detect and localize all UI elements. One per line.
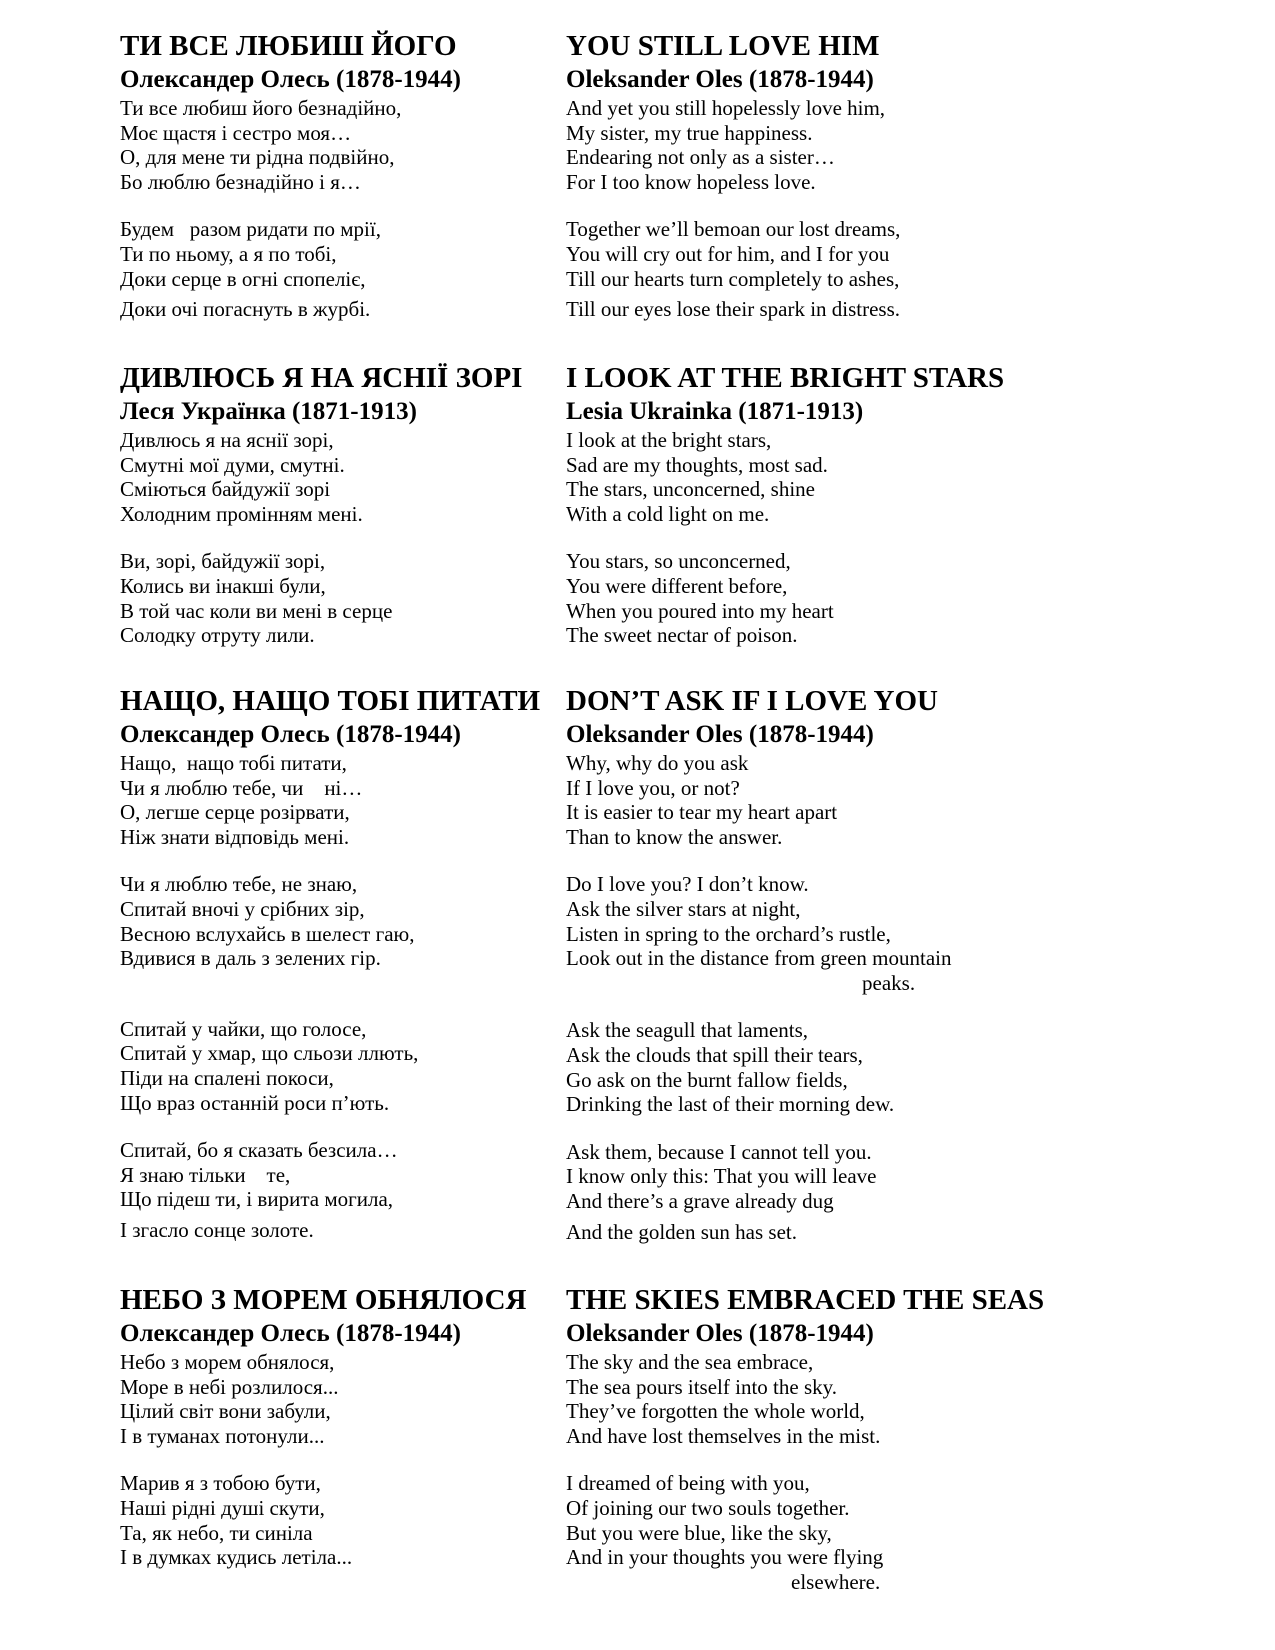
- stanza: [566, 1350, 1046, 1448]
- poem-title: НАЩО, НАЩО ТОБІ ПИТАТИ: [120, 685, 541, 717]
- stanza: [566, 1140, 1046, 1244]
- stanza: [566, 1018, 1046, 1116]
- verse-line: Чи я люблю тебе, чи ні…: [120, 775, 363, 800]
- stanza: [566, 751, 1046, 849]
- verse-line: I know only this: That you will leave: [566, 1164, 877, 1189]
- verse-line: But you were blue, like the sky,: [566, 1520, 832, 1545]
- verse-line-continuation: elsewhere.: [791, 1569, 881, 1594]
- verse-line: Ask the clouds that spill their tears,: [566, 1042, 863, 1067]
- verse-line: You will cry out for him, and I for you: [566, 241, 890, 266]
- verse-line: Listen in spring to the orchard’s rustle,: [566, 921, 891, 946]
- verse-line: Ask the silver stars at night,: [566, 896, 801, 921]
- verse-line: Будем разом ридати по мрії,: [120, 217, 381, 242]
- verse-line: Ask the seagull that laments,: [566, 1018, 809, 1043]
- verse-line: І згасло сонце золоте.: [120, 1217, 314, 1242]
- verse-line: Моє щастя і сестро моя…: [120, 120, 352, 145]
- verse-line: I dreamed of being with you,: [566, 1471, 810, 1496]
- verse-line: And have lost themselves in the mist.: [566, 1423, 881, 1448]
- verse-line: Солодку отруту лили.: [120, 623, 315, 648]
- verse-line: І в туманах потонули...: [120, 1423, 325, 1448]
- poem-title: YOU STILL LOVE HIM: [566, 30, 880, 62]
- verse-line: Бо люблю безнадійно і я…: [120, 169, 361, 194]
- verse-line: Колись ви інакші були,: [120, 573, 326, 598]
- verse-line: For I too know hopeless love.: [566, 169, 816, 194]
- verse-line: When you poured into my heart: [566, 598, 834, 623]
- poem-english-2: [566, 360, 1046, 671]
- verse-line: Why, why do you ask: [566, 751, 749, 775]
- verse-line: Спитай у хмар, що сльози ллють,: [120, 1041, 419, 1066]
- stanza: [120, 872, 560, 970]
- poem-ukrainian-4: [120, 1282, 560, 1593]
- verse-line: Весною вслухайсь в шелест гаю,: [120, 921, 415, 946]
- verse-line: Цілий світ вони забули,: [120, 1399, 331, 1424]
- poem-author: Олександер Олесь (1878-1944): [120, 721, 461, 748]
- verse-line: The sky and the sea embrace,: [566, 1350, 814, 1374]
- poem-author: Oleksander Oles (1878-1944): [566, 1320, 874, 1347]
- verse-line: Що враз останній роси п’ють.: [120, 1090, 390, 1115]
- verse-line: О, легше серце розірвати,: [120, 800, 350, 825]
- verse-line: Доки серце в огні спопеліє,: [120, 266, 366, 291]
- poem-title: ТИ ВСЕ ЛЮБИШ ЙОГО: [120, 30, 457, 62]
- poem-author: Oleksander Oles (1878-1944): [566, 66, 874, 93]
- poem-title: ДИВЛЮСЬ Я НА ЯСНІЇ ЗОРІ: [120, 362, 523, 394]
- poem-ukrainian-1: [120, 28, 560, 345]
- poem-title: THE SKIES EMBRACED THE SEAS: [566, 1284, 1045, 1316]
- verse-line: І в думках кудись летіла...: [120, 1545, 353, 1570]
- verse-line: The stars, unconcerned, shine: [566, 477, 815, 502]
- poem-english-4: [566, 1282, 1046, 1617]
- verse-line: Go ask on the burnt fallow fields,: [566, 1067, 848, 1092]
- verse-line: Look out in the distance from green mountain: [566, 946, 952, 971]
- verse-line: And there’s a grave already dug: [566, 1188, 834, 1213]
- verse-line: Смутні мої думи, смутні.: [120, 452, 345, 477]
- verse-line: You stars, so unconcerned,: [566, 549, 791, 574]
- verse-line: Than to know the answer.: [566, 824, 783, 849]
- poem-author: Олександер Олесь (1878-1944): [120, 66, 461, 93]
- verse-line: It is easier to tear my heart apart: [566, 800, 838, 825]
- verse-line: Till our hearts turn completely to ashes,: [566, 266, 900, 291]
- poem-title: DON’T ASK IF I LOVE YOU: [566, 685, 938, 717]
- verse-line: Вдивися в даль з зелених гір.: [120, 946, 381, 971]
- stanza: [566, 1471, 1046, 1594]
- verse-line: Endearing not only as a sister…: [566, 145, 835, 170]
- verse-line: Та, як небо, ти синіла: [120, 1520, 313, 1545]
- verse-line: В той час коли ви мені в серце: [120, 598, 393, 623]
- verse-line: Дивлюсь я на яснії зорі,: [120, 428, 334, 452]
- verse-line: The sea pours itself into the sky.: [566, 1374, 838, 1399]
- stanza: [120, 549, 560, 647]
- verse-line: Do I love you? I don’t know.: [566, 872, 809, 897]
- stanza: [120, 96, 560, 194]
- stanza: [120, 1471, 560, 1569]
- poem-title: I LOOK AT THE BRIGHT STARS: [566, 362, 1005, 394]
- stanza: [120, 1017, 560, 1115]
- verse-line: Небо з морем обнялося,: [120, 1350, 335, 1374]
- verse-line: With a cold light on me.: [566, 501, 770, 526]
- stanza: [566, 872, 1046, 995]
- stanza: [566, 217, 1046, 321]
- stanza: [120, 217, 560, 321]
- verse-line: You were different before,: [566, 573, 788, 598]
- poem-author: Lesia Ukrainka (1871-1913): [566, 398, 864, 425]
- poem-english-1: [566, 28, 1046, 345]
- stanza: [120, 428, 560, 526]
- verse-line: They’ve forgotten the whole world,: [566, 1399, 865, 1424]
- verse-line: Of joining our two souls together.: [566, 1495, 850, 1520]
- poem-ukrainian-3: [120, 683, 560, 1266]
- verse-line-continuation: peaks.: [862, 970, 916, 995]
- verse-line: Спитай, бо я сказать безсила…: [120, 1138, 398, 1163]
- verse-line: And yet you still hopelessly love him,: [566, 96, 886, 120]
- poem-ukrainian-2: [120, 360, 560, 671]
- poem-author: Олександер Олесь (1878-1944): [120, 1320, 461, 1347]
- verse-line: If I love you, or not?: [566, 775, 740, 800]
- poem-title: НЕБО З МОРЕМ ОБНЯЛОСЯ: [120, 1284, 527, 1316]
- verse-line: Ти все любиш його безнадійно,: [120, 96, 402, 120]
- verse-line: Нащо, нащо тобі питати,: [120, 751, 347, 775]
- verse-line: Ask them, because I cannot tell you.: [566, 1139, 872, 1164]
- poem-author: Oleksander Oles (1878-1944): [566, 721, 874, 748]
- verse-line: Піди на спалені покоси,: [120, 1065, 334, 1090]
- verse-line: Холодним промінням мені.: [120, 501, 363, 526]
- verse-line: Доки очі погаснуть в журбі.: [120, 297, 371, 322]
- verse-line: Сміються байдужії зорі: [120, 477, 331, 502]
- verse-line: Чи я люблю тебе, не знаю,: [120, 872, 358, 897]
- verse-line: Море в небі розлилося...: [120, 1374, 339, 1399]
- verse-line: Наші рідні душі скути,: [120, 1495, 325, 1520]
- verse-line: Ви, зорі, байдужії зорі,: [120, 549, 326, 574]
- poem-author: Леся Українка (1871-1913): [120, 398, 417, 425]
- poem-english-3: [566, 683, 1046, 1267]
- verse-line: Sad are my thoughts, most sad.: [566, 452, 828, 477]
- verse-line: Спитай вночі у срібних зір,: [120, 896, 365, 921]
- stanza: [120, 1350, 560, 1448]
- verse-line: Ти по ньому, а я по тобі,: [120, 241, 337, 266]
- stanza: [120, 1138, 560, 1242]
- verse-line: Till our eyes lose their spark in distress.: [566, 297, 901, 322]
- verse-line: And the golden sun has set.: [566, 1219, 797, 1244]
- verse-line: My sister, my true happiness.: [566, 120, 813, 145]
- verse-line: Drinking the last of their morning dew.: [566, 1092, 895, 1117]
- stanza: [566, 549, 1046, 647]
- verse-line: And in your thoughts you were flying: [566, 1545, 884, 1570]
- verse-line: The sweet nectar of poison.: [566, 623, 798, 648]
- verse-line: Ніж знати відповідь мені.: [120, 824, 350, 849]
- stanza: [566, 428, 1046, 526]
- verse-line: Я знаю тільки те,: [120, 1162, 291, 1187]
- verse-line: Що підеш ти, і вирита могила,: [120, 1187, 394, 1212]
- verse-line: Марив я з тобою бути,: [120, 1471, 321, 1496]
- stanza: [120, 751, 560, 849]
- verse-line: Спитай у чайки, що голосе,: [120, 1016, 367, 1041]
- verse-line: Together we’ll bemoan our lost dreams,: [566, 217, 901, 242]
- verse-line: О, для мене ти рідна подвійно,: [120, 145, 395, 170]
- verse-line: I look at the bright stars,: [566, 428, 772, 452]
- stanza: [566, 96, 1046, 194]
